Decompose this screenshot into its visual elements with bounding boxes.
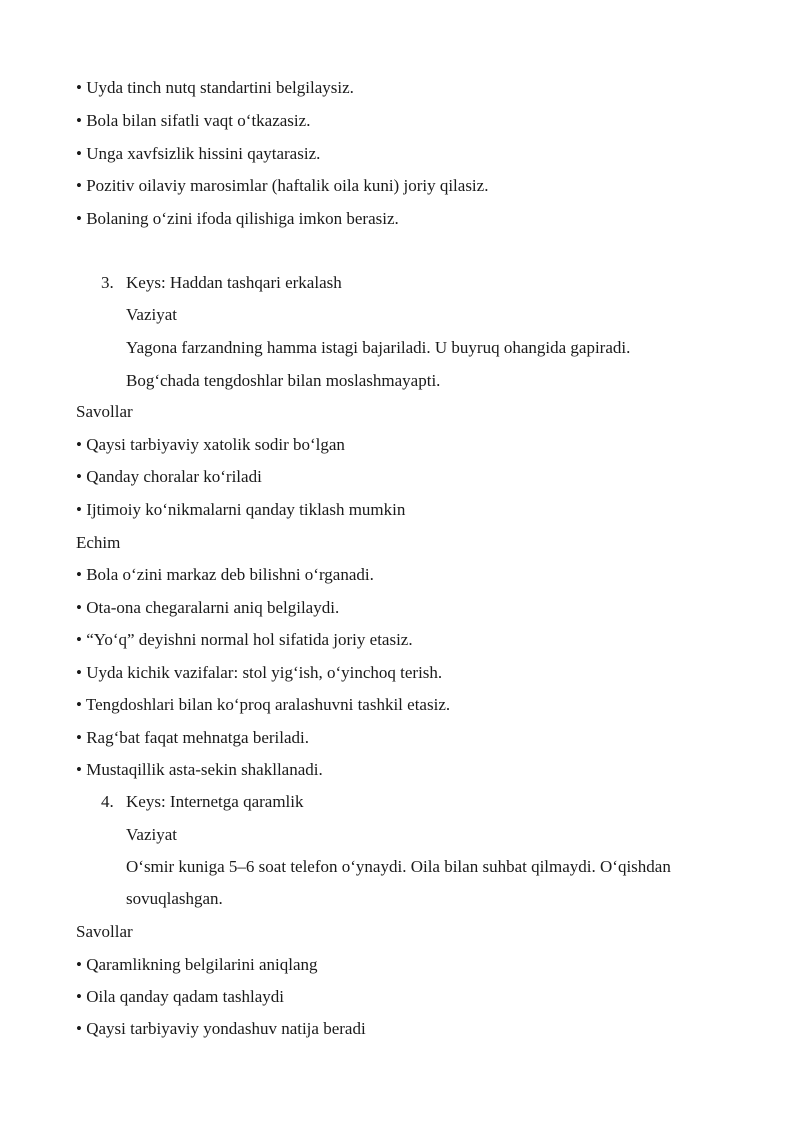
intro-bullet: • Bola bilan sifatli vaqt o‘tkazasiz. [76, 111, 311, 130]
case-4-situation-line: O‘smir kuniga 5–6 soat telefon o‘ynaydi. Oila bilan suhbat qilmaydi. O‘qishdan [126, 857, 671, 876]
case-4-question: • Oila qanday qadam tashlaydi [76, 987, 285, 1006]
case-3-solution: • Rag‘bat faqat mehnatga beriladi. [76, 728, 309, 747]
intro-bullet: • Bolaning o‘zini ifoda qilishiga imkon berasiz. [76, 209, 399, 228]
case-4-number: 4. [101, 792, 114, 811]
case-4-question: • Qaysi tarbiyaviy yondashuv natija beradi [76, 1019, 366, 1038]
case-4-situation-line: sovuqlashgan. [126, 889, 223, 908]
case-4-title: Keys: Internetga qaramlik [126, 792, 304, 811]
case-3-question: • Qanday choralar ko‘riladi [76, 467, 262, 486]
case-3-solution: • Mustaqillik asta-sekin shakllanadi. [76, 760, 323, 779]
case-3-solution: • Uyda kichik vazifalar: stol yig‘ish, o‘yinchoq terish. [76, 663, 443, 682]
case-3-question: • Ijtimoiy ko‘nikmalarni qanday tiklash mumkin [76, 500, 406, 519]
case-3-questions-label: Savollar [76, 402, 133, 421]
case-4-heading [101, 791, 304, 813]
case-3-question: • Qaysi tarbiyaviy xatolik sodir bo‘lgan [76, 435, 345, 454]
case-3-number: 3. [101, 273, 114, 292]
case-3-heading [101, 272, 342, 294]
case-3-solution-label: Echim [76, 533, 121, 552]
case-3-solution: • “Yo‘q” deyishni normal hol sifatida joriy etasiz. [76, 630, 413, 649]
case-3-solution: • Ota-ona chegaralarni aniq belgilaydi. [76, 598, 340, 617]
intro-bullet: • Uyda tinch nutq standartini belgilaysiz. [76, 78, 354, 97]
case-3-solution: • Tengdoshlari bilan ko‘proq aralashuvni tashkil etasiz. [76, 695, 451, 714]
case-4-question: • Qaramlikning belgilarini aniqlang [76, 955, 318, 974]
case-3-situation-line: Yagona farzandning hamma istagi bajariladi. U buyruq ohangida gapiradi. [126, 338, 631, 357]
case-4-situation-label: Vaziyat [126, 825, 177, 844]
intro-bullet: • Pozitiv oilaviy marosimlar (haftalik oila kuni) joriy qilasiz. [76, 176, 489, 195]
case-3-title: Keys: Haddan tashqari erkalash [126, 273, 342, 292]
intro-bullet: • Unga xavfsizlik hissini qaytarasiz. [76, 144, 321, 163]
case-3-situation-label: Vaziyat [126, 305, 177, 324]
case-3-situation-line: Bog‘chada tengdoshlar bilan moslashmayapti. [126, 371, 441, 390]
case-3-solution: • Bola o‘zini markaz deb bilishni o‘rganadi. [76, 565, 374, 584]
case-4-questions-label: Savollar [76, 922, 133, 941]
